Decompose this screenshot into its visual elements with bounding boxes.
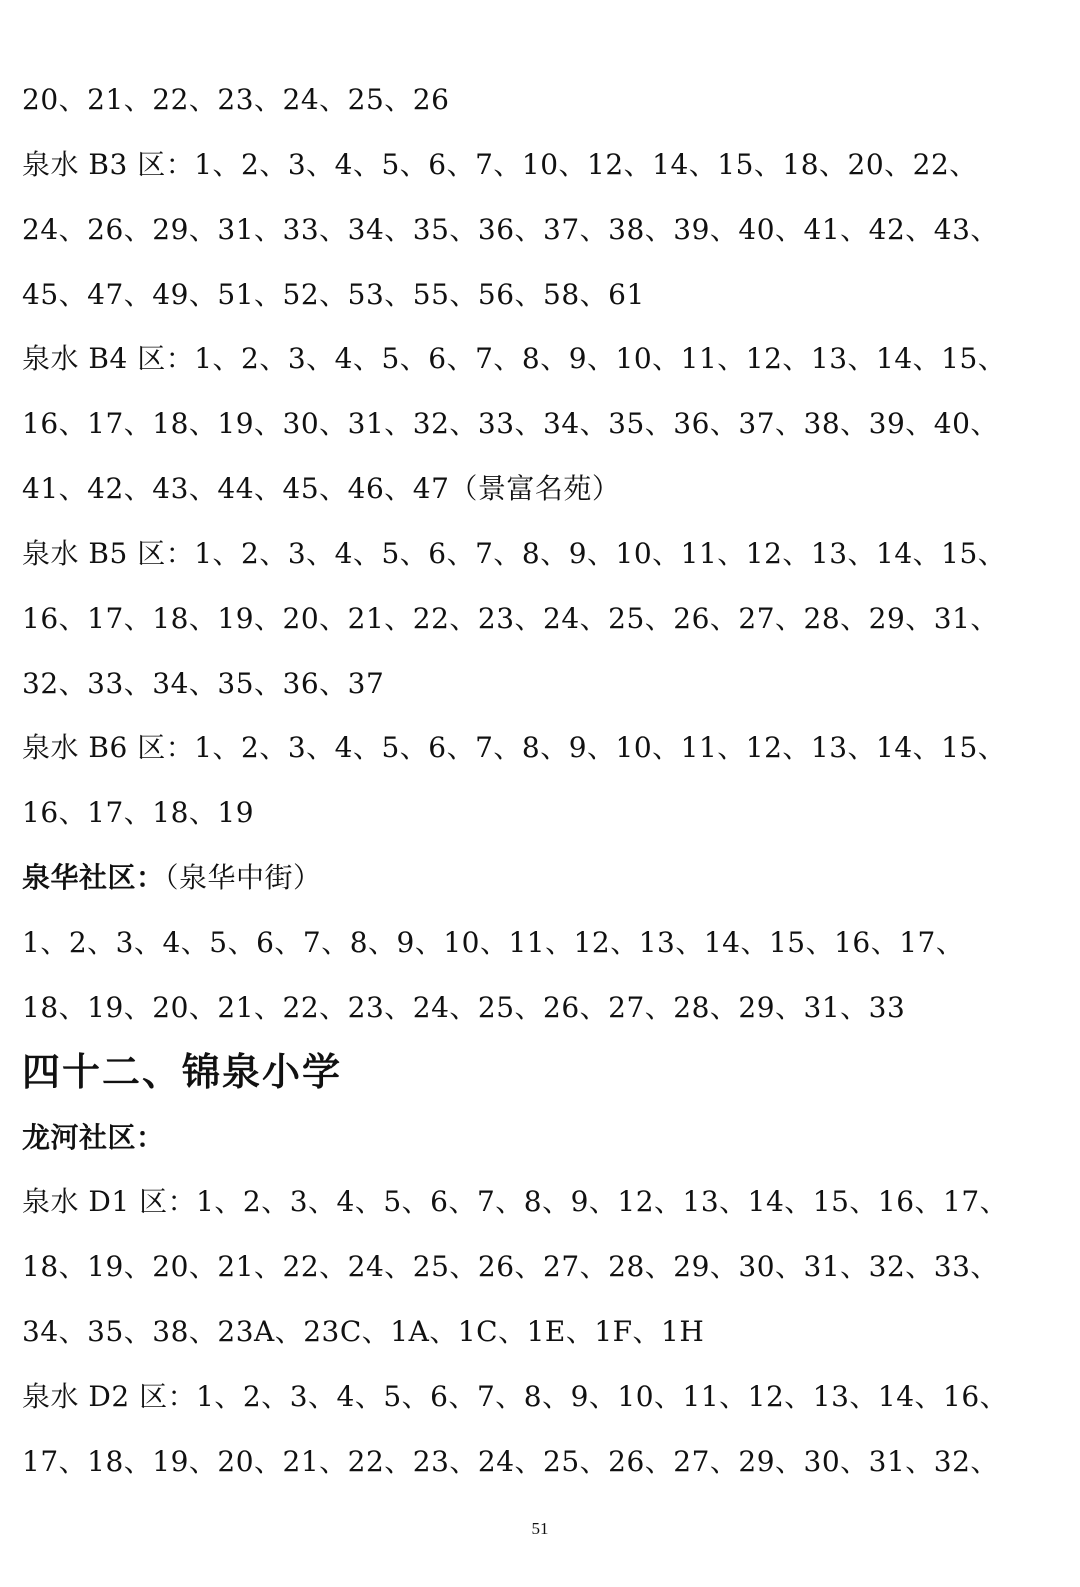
text-line: 泉水 B5 区：1、2、3、4、5、6、7、8、9、10、11、12、13、14、15、 <box>22 537 1007 570</box>
section-heading: 四十二、锦泉小学 <box>22 1050 343 1094</box>
text-line: 泉水 B3 区：1、2、3、4、5、6、7、10、12、14、15、18、20、22、 <box>22 148 978 181</box>
community-label: 泉华社区： <box>22 861 165 894</box>
text-line: 16、17、18、19 <box>22 796 255 829</box>
text-line: 1、2、3、4、5、6、7、8、9、10、11、12、13、14、15、16、17、 <box>22 926 965 959</box>
page-number: 51 <box>531 1519 549 1538</box>
text-line: 泉水 D2 区：1、2、3、4、5、6、7、8、9、10、11、12、13、14、16、 <box>22 1380 1009 1413</box>
text-line: 泉水 B4 区：1、2、3、4、5、6、7、8、9、10、11、12、13、14、15、 <box>22 342 1007 375</box>
text-line: 34、35、38、23A、23C、1A、1C、1E、1F、1H <box>22 1315 705 1348</box>
community-note: （泉华中街） <box>164 861 322 894</box>
text-line: 泉水 B6 区：1、2、3、4、5、6、7、8、9、10、11、12、13、14、15、 <box>22 731 1007 764</box>
text-line: 17、18、19、20、21、22、23、24、25、26、27、29、30、31、32、 <box>22 1445 999 1478</box>
text-line: 41、42、43、44、45、46、47（景富名苑） <box>22 472 621 505</box>
community-header-quanhua <box>22 860 1062 896</box>
community-label: 龙河社区： <box>22 1121 165 1154</box>
text-line: 泉水 D1 区：1、2、3、4、5、6、7、8、9、12、13、14、15、16、17、 <box>22 1185 1009 1218</box>
text-line: 24、26、29、31、33、34、35、36、37、38、39、40、41、42、43、 <box>22 213 999 246</box>
text-line: 20、21、22、23、24、25、26 <box>22 83 450 116</box>
text-line: 18、19、20、21、22、23、24、25、26、27、28、29、31、33 <box>22 991 906 1024</box>
text-line: 16、17、18、19、20、21、22、23、24、25、26、27、28、29、31、 <box>22 602 999 635</box>
text-line: 45、47、49、51、52、53、55、56、58、61 <box>22 278 645 311</box>
text-line: 18、19、20、21、22、24、25、26、27、28、29、30、31、32、33、 <box>22 1250 999 1283</box>
text-line: 16、17、18、19、30、31、32、33、34、35、36、37、38、39、40、 <box>22 407 999 440</box>
text-line: 32、33、34、35、36、37 <box>22 667 385 700</box>
